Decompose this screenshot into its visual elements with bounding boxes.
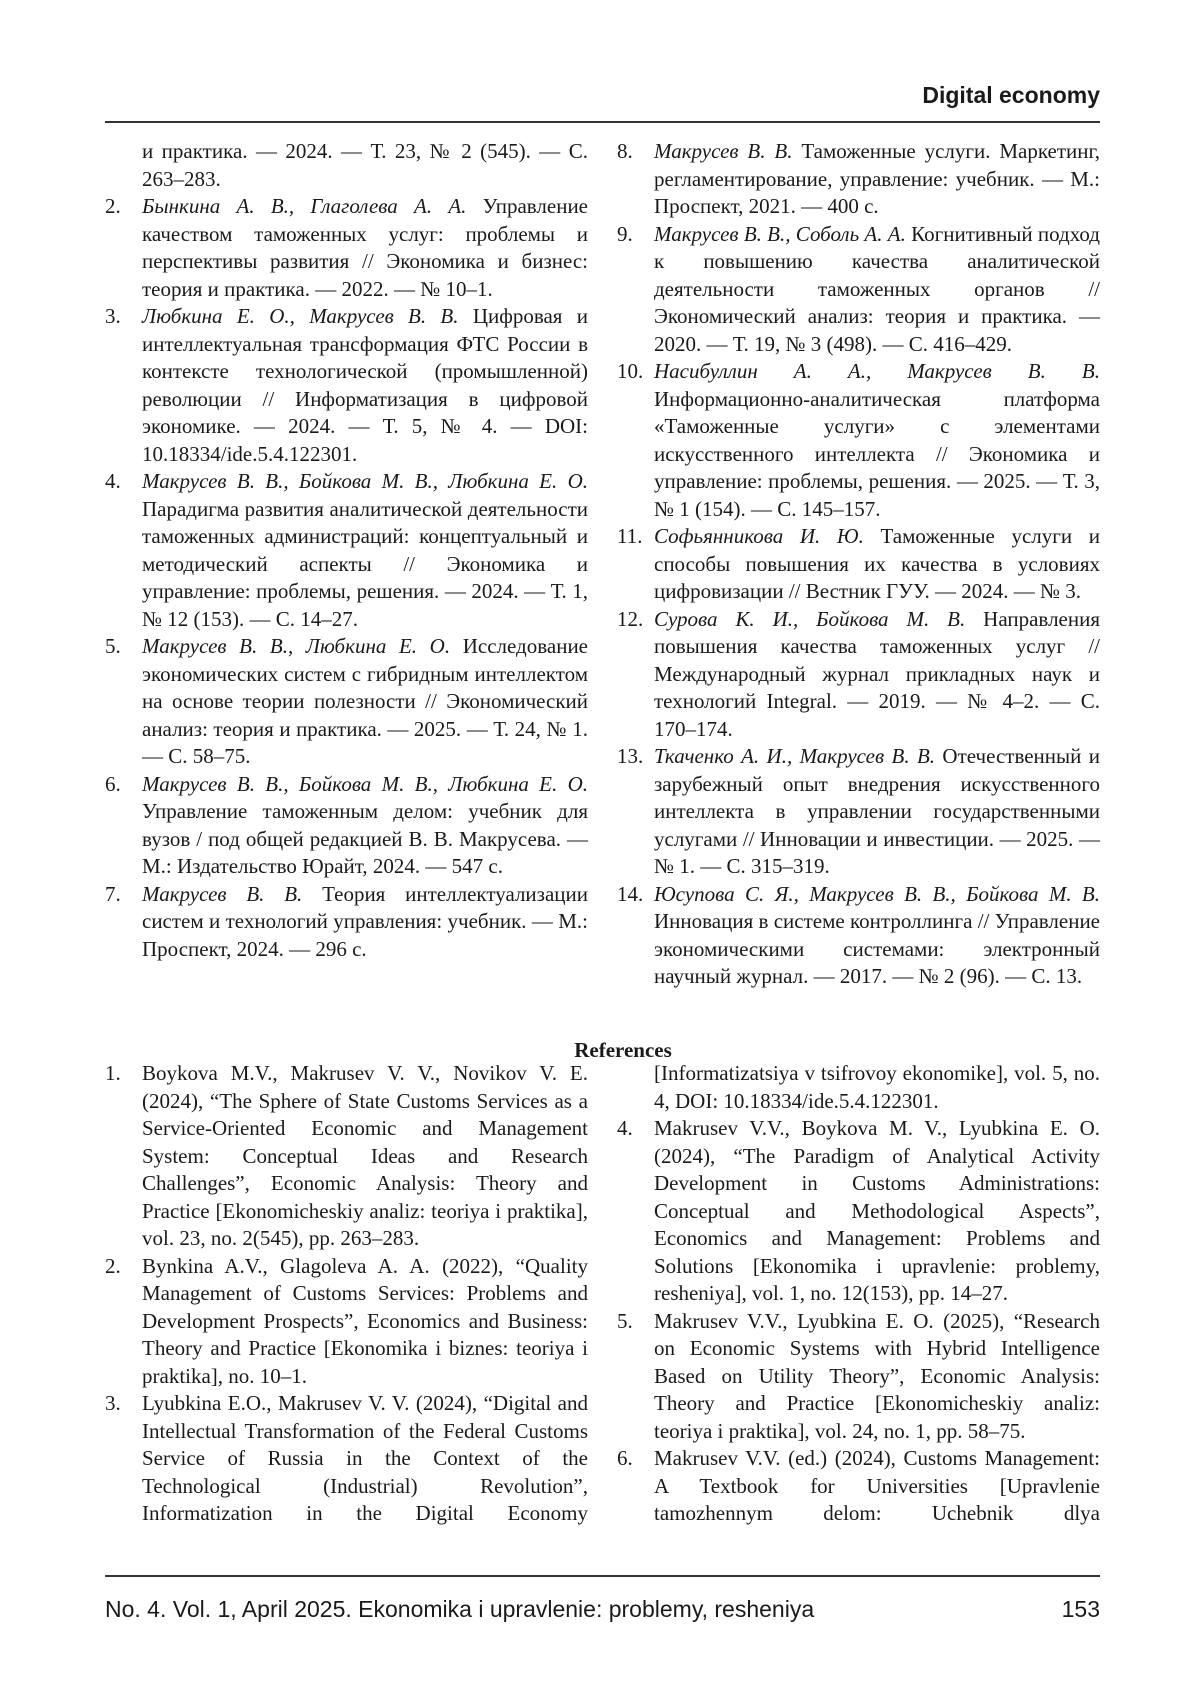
reference-entry — [617, 138, 1100, 221]
entry-text: Теория интеллектуализации систем и технологий управления: учебник. — М.: Проспект, 2024. — 296 с. — [142, 882, 588, 961]
entry-number: 14. — [617, 881, 643, 909]
entry-number: 7. — [105, 881, 121, 909]
reference-entry — [105, 1253, 588, 1391]
reference-entry — [617, 881, 1100, 991]
entry-number: 6. — [617, 1445, 633, 1473]
bibliography-right-column — [617, 138, 1100, 991]
reference-entry — [105, 468, 588, 633]
entry-text: [Informatizatsiya v tsifrovoy ekonomike], vol. 5, no. 4, DOI: 10.18334/ide.5.4.122301. — [654, 1061, 1100, 1113]
reference-entry — [617, 606, 1100, 744]
entry-number: 3. — [105, 1390, 121, 1418]
entry-number: 6. — [105, 771, 121, 799]
entry-number: 3. — [105, 303, 121, 331]
entry-text: Отечественный и зарубежный опыт внедрения искусственного интеллекта в управлении государственными услугами // Инновации и инвестиции. — 2025. — № 1. — С. 315–319. — [654, 744, 1100, 878]
entry-text: Информационно-аналитическая платформа «Таможенные услуги» с элементами искусственного интеллекта // Экономика и управление: проблемы, решения. — 2025. — Т. 3, № 1 (154). — С. 145–157. — [654, 387, 1100, 521]
entry-text: Bynkina A.V., Glagoleva A. A. (2022), “Quality Management of Customs Services: Problems and Development Prospects”, Economics and Business: Theory and Practice [Ekonomika i biznes: teoriya i praktika], no. 10–1. — [142, 1254, 588, 1388]
entry-authors: Любкина Е. О., Макрусев В. В. — [142, 304, 459, 328]
entry-text: Управление таможенным делом: учебник для вузов / под общей редакцией В. В. Макрусева. — М.: Издательство Юрайт, 2024. — 547 с. — [142, 799, 588, 878]
entry-number: 10. — [617, 358, 643, 386]
entry-text: Таможенные услуги. Маркетинг, регламентирование, управление: учебник. — М.: Проспект, 2021. — 400 с. — [654, 139, 1100, 218]
entry-authors: Софьянникова И. Ю. — [654, 524, 864, 548]
bibliography-left-column — [105, 138, 588, 963]
reference-entry — [617, 1060, 1100, 1115]
entry-number: 12. — [617, 606, 643, 634]
reference-entry — [105, 771, 588, 881]
entry-authors: Сурова К. И., Бойкова М. В. — [654, 607, 965, 631]
entry-text: Исследование экономических систем с гибридным интеллектом на основе теории полезности // Экономический анализ: теория и практика. — 2025. — Т. 24, № 1. — С. 58–75. — [142, 634, 588, 768]
entry-text: Управление качеством таможенных услуг: проблемы и перспективы развития // Экономика и бизнес: теория и практика. — 2022. — № 10–1. — [142, 194, 588, 301]
reference-entry — [617, 1308, 1100, 1446]
reference-entry — [617, 743, 1100, 881]
header-rule — [105, 121, 1100, 123]
entry-number: 2. — [105, 1253, 121, 1281]
entry-authors: Макрусев В. В. — [654, 139, 792, 163]
reference-entry — [617, 523, 1100, 606]
entry-text: Makrusev V.V., Lyubkina E. O. (2025), “Research on Economic Systems with Hybrid Intelligence Based on Utility Theory”, Economic Analysis: Theory and Practice [Ekonomicheskiy analiz: teoriya i praktika], vol. 24, no. 1, pp. 58–75. — [654, 1309, 1100, 1443]
entry-number: 4. — [105, 468, 121, 496]
entry-text: и практика. — 2024. — Т. 23, № 2 (545). — С. 263–283. — [142, 139, 588, 191]
entry-text: Таможенные услуги и способы повышения их качества в условиях цифровизации // Вестник ГУУ. — 2024. — № 3. — [654, 524, 1100, 603]
reference-entry — [105, 303, 588, 468]
references-left-column — [105, 1060, 588, 1528]
entry-number: 9. — [617, 221, 633, 249]
entry-number: 4. — [617, 1115, 633, 1143]
reference-entry — [617, 221, 1100, 359]
entry-text: Направления повышения качества таможенных услуг // Международный журнал прикладных наук и технологий Integral. — 2019. — № 4–2. — С. 170–174. — [654, 607, 1100, 741]
reference-entry — [105, 633, 588, 771]
entry-authors: Ткаченко А. И., Макрусев В. В. — [654, 744, 935, 768]
reference-entry — [617, 1445, 1100, 1528]
reference-entry — [105, 193, 588, 303]
entry-authors: Бынкина А. В., Глаголева А. А. — [142, 194, 466, 218]
entry-authors: Макрусев В. В., Любкина Е. О. — [142, 634, 450, 658]
entry-authors: Насибуллин А. А., Макрусев В. В. — [654, 359, 1100, 383]
references-right-column — [617, 1060, 1100, 1528]
footer-rule — [105, 1575, 1100, 1577]
entry-text: Когнитивный подход к повышению качества аналитической деятельности таможенных органов // Экономический анализ: теория и практика. — 2020. — Т. 19, № 3 (498). — С. 416–429. — [654, 222, 1100, 356]
reference-entry — [617, 1115, 1100, 1308]
entry-number: 8. — [617, 138, 633, 166]
entry-authors: Макрусев В. В., Соболь А. А. — [654, 222, 906, 246]
entry-authors: Макрусев В. В., Бойкова М. В., Любкина Е. О. — [142, 469, 588, 493]
entry-text: Инновация в системе контроллинга // Управление экономическими системами: электронный научный журнал. — 2017. — № 2 (96). — С. 13. — [654, 909, 1100, 988]
references-heading: References — [0, 1038, 1200, 1063]
entry-number: 5. — [105, 633, 121, 661]
entry-number: 2. — [105, 193, 121, 221]
reference-entry — [105, 138, 588, 193]
entry-text: Boykova M.V., Makrusev V. V., Novikov V. E. (2024), “The Sphere of State Customs Services as a Service-Oriented Economic and Management System: Conceptual Ideas and Research Challenges”, Economic Analysis: Theory and Practice [Ekonomicheskiy analiz: teoriya i praktika], vol. 23, no. 2(545), pp. 263–283. — [142, 1061, 588, 1250]
entry-authors: Юсупова С. Я., Макрусев В. В., Бойкова М. В. — [654, 882, 1100, 906]
reference-entry — [105, 1390, 588, 1528]
reference-entry — [105, 1060, 588, 1253]
reference-entry — [105, 881, 588, 964]
entry-text: Makrusev V.V. (ed.) (2024), Customs Management: A Textbook for Universities [Upravlenie tamozhennym delom: Uchebnik dlya — [654, 1446, 1100, 1525]
entry-number: 13. — [617, 743, 643, 771]
reference-entry — [617, 358, 1100, 523]
entry-authors: Макрусев В. В., Бойкова М. В., Любкина Е. О. — [142, 772, 588, 796]
entry-text: Парадигма развития аналитической деятельности таможенных администраций: концептуальный и методический аспекты // Экономика и управление: проблемы, решения. — 2024. — Т. 1, № 12 (153). — С. 14–27. — [142, 497, 588, 631]
entry-number: 11. — [617, 523, 642, 551]
running-head: Digital economy — [922, 82, 1100, 109]
footer-journal-info: No. 4. Vol. 1, April 2025. Ekonomika i upravlenie: problemy, resheniya — [105, 1596, 814, 1623]
entry-text: Lyubkina E.O., Makrusev V. V. (2024), “Digital and Intellectual Transformation of the Federal Customs Service of Russia in the Context of the Technological (Industrial) Revolution”, Informatization in the Digital Economy — [142, 1391, 588, 1525]
page-number: 153 — [1062, 1596, 1100, 1623]
entry-authors: Макрусев В. В. — [142, 882, 302, 906]
entry-number: 5. — [617, 1308, 633, 1336]
entry-text: Цифровая и интеллектуальная трансформация ФТС России в контексте технологической (промышленной) революции // Информатизация в цифровой экономике. — 2024. — Т. 5, № 4. — DOI: 10.18334/ide.5.4.122301. — [142, 304, 588, 466]
entry-number: 1. — [105, 1060, 121, 1088]
entry-text: Makrusev V.V., Boykova M. V., Lyubkina E. O. (2024), “The Paradigm of Analytical Activity Development in Customs Administrations: Conceptual and Methodological Aspects”, Economics and Management: Problems and Solutions [Ekonomika i upravlenie: problemy, resheniya], vol. 1, no. 12(153), pp. 14–27. — [654, 1116, 1100, 1305]
